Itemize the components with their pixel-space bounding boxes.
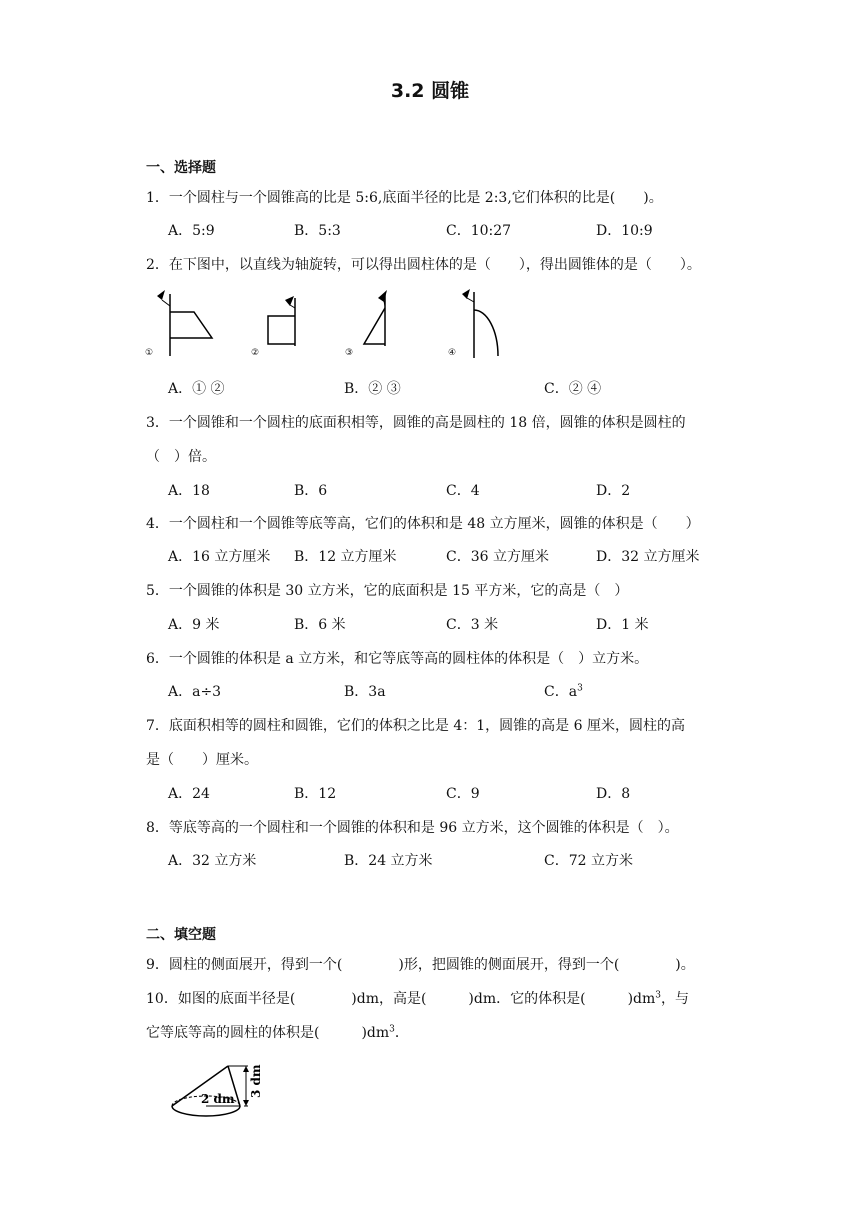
- figure-3-triangle: [364, 290, 387, 346]
- page-title: 3.2 圆锥: [390, 80, 470, 102]
- q6-option-c: C．$a^3$: [544, 683, 583, 700]
- figure-label-4: ④: [448, 348, 457, 358]
- question-9: 9．圆柱的侧面展开，得到一个( )形，把圆锥的侧面展开，得到一个( )。: [146, 957, 695, 973]
- q5-option-d: D．1 米: [596, 617, 649, 633]
- figure-1-trapezoid: [157, 290, 212, 356]
- rotation-figures: [140, 286, 520, 366]
- question-10-line-2: 它等底等高的圆柱的体积是( )$dm^3$．: [146, 1024, 409, 1041]
- q1-option-c: C．10:27: [446, 223, 512, 239]
- q7-option-a: A．24: [168, 786, 210, 802]
- q7-option-c: C．9: [446, 786, 480, 802]
- question-3-line-1: 3．一个圆锥和一个圆柱的底面积相等，圆锥的高是圆柱的 18 倍，圆锥的体积是圆柱的: [146, 415, 686, 431]
- q2-option-a: A．① ②: [168, 381, 225, 397]
- cone-figure: [168, 1058, 278, 1124]
- question-8: 8．等底等高的一个圆柱和一个圆锥的体积和是 96 立方米，这个圆锥的体积是（ ）。: [146, 820, 679, 836]
- q6-option-a: A．a÷3: [168, 684, 222, 700]
- figure-label-3: ③: [345, 348, 354, 358]
- q7-option-d: D．8: [596, 786, 631, 802]
- q3-option-b: B．6: [294, 483, 328, 499]
- q3-option-d: D．2: [596, 483, 631, 499]
- q4-option-c: C．36 立方厘米: [446, 549, 549, 565]
- q5-option-c: C．3 米: [446, 617, 499, 633]
- figure-label-2: ②: [251, 348, 260, 358]
- q2-option-c: C．② ④: [544, 381, 602, 397]
- cone-height-label: 3 dm: [249, 1064, 263, 1098]
- question-3-line-2: （ ）倍。: [146, 449, 216, 465]
- q3-option-a: A．18: [168, 483, 210, 499]
- q8-option-a: A．32 立方米: [168, 853, 257, 869]
- q6-option-b: B．3a: [344, 684, 386, 700]
- question-1: 1．一个圆柱与一个圆锥高的比是 5:6,底面半径的比是 2:3,它们体积的比是( )。: [146, 190, 663, 206]
- cone-radius-label: 2 dm: [201, 1092, 235, 1106]
- section-heading-fill: 二、填空题: [146, 927, 216, 943]
- figure-2-square: [268, 296, 295, 346]
- q1-option-b: B．5:3: [294, 223, 341, 239]
- q4-option-b: B．12 立方厘米: [294, 549, 397, 565]
- q8-option-b: B．24 立方米: [344, 853, 433, 869]
- question-10-line-1: 10．如图的底面半径是( )dm，高是( )dm．它的体积是( )$dm^3$，与: [146, 990, 690, 1007]
- q5-option-a: A．9 米: [168, 617, 220, 633]
- question-5: 5．一个圆锥的体积是 30 立方米，它的底面积是 15 平方米，它的高是（ ）: [146, 583, 629, 599]
- figure-label-1: ①: [145, 348, 154, 358]
- q5-option-b: B．6 米: [294, 617, 346, 633]
- q4-option-d: D．32 立方厘米: [596, 549, 700, 565]
- question-6: 6．一个圆锥的体积是 a 立方米，和它等底等高的圆柱体的体积是（ ）立方米。: [146, 651, 649, 667]
- q1-option-a: A．5:9: [168, 223, 215, 239]
- question-7-line-2: 是（ ）厘米。: [146, 752, 258, 768]
- q8-option-c: C．72 立方米: [544, 853, 633, 869]
- question-4: 4．一个圆柱和一个圆锥等底等高，它们的体积和是 48 立方厘米，圆锥的体积是（ ）: [146, 516, 700, 532]
- q3-option-c: C．4: [446, 483, 480, 499]
- section-heading-choice: 一、选择题: [146, 160, 216, 176]
- question-7-line-1: 7．底面积相等的圆柱和圆锥，它们的体积之比是 4：1，圆锥的高是 6 厘米，圆柱的高: [146, 718, 685, 734]
- q4-option-a: A．16 立方厘米: [168, 549, 271, 565]
- q2-option-b: B．② ③: [344, 381, 401, 397]
- q1-option-d: D．10:9: [596, 223, 653, 239]
- question-2: 2．在下图中，以直线为轴旋转，可以得出圆柱体的是（ ），得出圆锥体的是（ ）。: [146, 257, 701, 273]
- q7-option-b: B．12: [294, 786, 337, 802]
- figure-4-arc: [462, 289, 498, 358]
